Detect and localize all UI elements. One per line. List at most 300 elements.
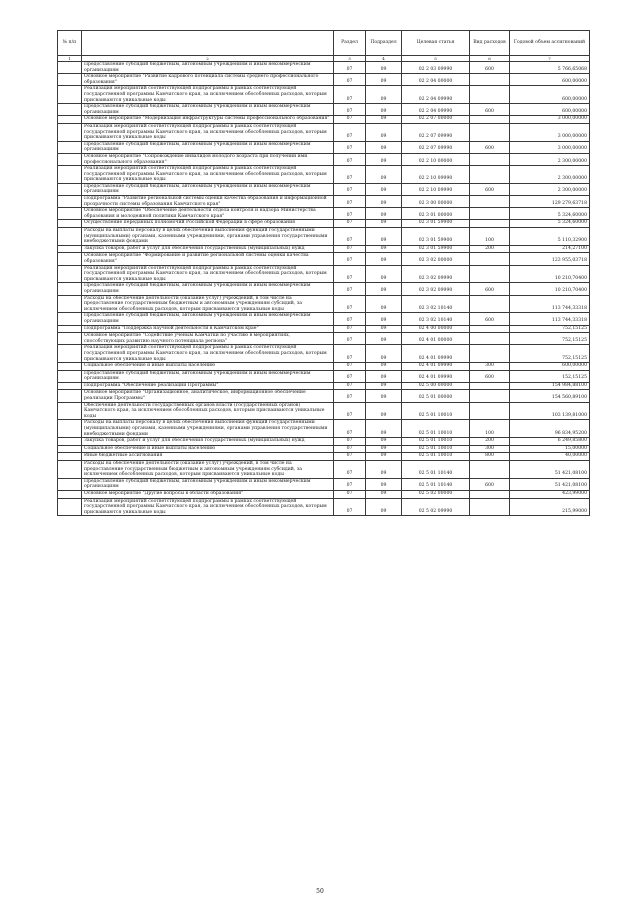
row-number-cell (58, 390, 82, 402)
expense-type-cell (470, 123, 510, 141)
column-number: 5 (402, 56, 470, 62)
header-cell-expense-type: Вид расходов (470, 31, 510, 56)
target-article-cell: 02 2 07 00000 (402, 116, 470, 124)
row-number-cell (58, 420, 82, 438)
column-number: 6 (470, 56, 510, 62)
table-row (58, 461, 590, 479)
page-number: 50 (316, 888, 324, 895)
target-article-cell: 02 5 00 00000 (402, 382, 470, 390)
row-name-cell: Предоставление субсидий бюджетным, автономным учреждениям и иным некоммерческим организациям (82, 62, 334, 74)
expense-type-cell (470, 295, 510, 313)
subsection-cell: 09 (366, 333, 402, 345)
expense-type-cell: 600 (470, 283, 510, 295)
row-number-cell (58, 370, 82, 382)
expense-type-cell: 600 (470, 104, 510, 116)
table-row (58, 438, 590, 446)
section-cell: 07 (334, 62, 366, 74)
target-article-cell: 02 2 07 09990 (402, 141, 470, 153)
table-row (58, 333, 590, 345)
table-row (58, 478, 590, 490)
row-number-cell (58, 116, 82, 124)
table-row (58, 228, 590, 246)
section-cell: 07 (334, 196, 366, 208)
expense-type-cell: 600 (470, 478, 510, 490)
table-row (58, 104, 590, 116)
section-cell: 07 (334, 166, 366, 184)
target-article-cell: 02 5 01 10010 (402, 438, 470, 446)
table-row (58, 382, 590, 390)
subsection-cell: 09 (366, 253, 402, 265)
expense-type-cell (470, 461, 510, 479)
row-name-cell: Расходы на обеспечение деятельности (оказание услуг) учреждений, в том числе на предоставление государственным бюджетным и автономным учреждениям субсидий, за исключением обособленных расходов, которым присваиваются уникальные коды (82, 461, 334, 479)
expense-type-cell (470, 498, 510, 516)
row-number-cell (58, 208, 82, 220)
row-number-cell (58, 295, 82, 313)
row-number-cell (58, 461, 82, 479)
amount-cell: 51 421,08100 (510, 461, 590, 479)
row-name-cell: Основное мероприятие "Другие вопросы в области образования" (82, 490, 334, 498)
subsection-cell: 09 (366, 228, 402, 246)
row-name-cell: Реализация мероприятий соответствующей подпрограммы в рамках соответствующей государственной программы Камчатского края, за исключением обособленных расходов, которым присваиваются уникальные коды (82, 265, 334, 283)
row-number-cell (58, 283, 82, 295)
expense-type-cell (470, 86, 510, 104)
subsection-cell: 09 (366, 123, 402, 141)
subsection-cell: 09 (366, 265, 402, 283)
row-name-cell: Иные бюджетные ассигнования (82, 453, 334, 461)
subsection-cell: 09 (366, 220, 402, 228)
target-article-cell: 02 2 04 09990 (402, 86, 470, 104)
row-number-cell (58, 265, 82, 283)
expense-type-cell: 100 (470, 420, 510, 438)
table-row (58, 183, 590, 195)
amount-cell: 15,00000 (510, 445, 590, 453)
target-article-cell: 02 5 01 10010 (402, 402, 470, 420)
table-row (58, 166, 590, 184)
row-number-cell (58, 498, 82, 516)
row-number-cell (58, 86, 82, 104)
amount-cell: 103 139,81000 (510, 402, 590, 420)
subsection-cell: 09 (366, 382, 402, 390)
row-name-cell: Предоставление субсидий бюджетным, автономным учреждениям и иным некоммерческим организациям (82, 104, 334, 116)
table-row (58, 153, 590, 165)
expense-type-cell: 200 (470, 438, 510, 446)
amount-cell: 5 766,65068 (510, 62, 590, 74)
row-number-cell (58, 141, 82, 153)
amount-cell: 752,15125 (510, 333, 590, 345)
amount-cell: 2 300,00000 (510, 153, 590, 165)
amount-cell: 600,00000 (510, 86, 590, 104)
target-article-cell: 02 5 01 10010 (402, 445, 470, 453)
section-cell: 07 (334, 453, 366, 461)
section-cell: 07 (334, 141, 366, 153)
target-article-cell: 02 2 10 00000 (402, 153, 470, 165)
target-article-cell: 02 4 01 09990 (402, 345, 470, 363)
expense-type-cell (470, 382, 510, 390)
section-cell: 07 (334, 478, 366, 490)
section-cell: 07 (334, 498, 366, 516)
target-article-cell: 02 2 10 09990 (402, 166, 470, 184)
amount-cell: 154 984,88100 (510, 382, 590, 390)
row-name-cell: Подпрограмма "Поддержка научной деятельности в Камчатском крае" (82, 325, 334, 333)
row-number-cell (58, 123, 82, 141)
expense-type-cell: 600 (470, 313, 510, 325)
row-name-cell: Предоставление субсидий бюджетным, автономным учреждениям и иным некоммерческим организациям (82, 478, 334, 490)
section-cell: 07 (334, 295, 366, 313)
row-number-cell (58, 253, 82, 265)
table-row (58, 445, 590, 453)
budget-allocation-table (57, 30, 590, 516)
table-row (58, 390, 590, 402)
subsection-cell: 09 (366, 295, 402, 313)
header-cell-section: Раздел (334, 31, 366, 56)
subsection-cell: 09 (366, 313, 402, 325)
table-body (58, 62, 590, 516)
target-article-cell: 02 2 04 09990 (402, 104, 470, 116)
subsection-cell: 09 (366, 490, 402, 498)
table-row (58, 123, 590, 141)
column-number: 7 (510, 56, 590, 62)
section-cell: 07 (334, 490, 366, 498)
expense-type-cell (470, 74, 510, 86)
section-cell: 07 (334, 123, 366, 141)
table-row (58, 325, 590, 333)
table-row (58, 208, 590, 220)
subsection-cell: 09 (366, 390, 402, 402)
table-row (58, 490, 590, 498)
table-row (58, 265, 590, 283)
amount-cell: 752,15125 (510, 345, 590, 363)
amount-cell: 40,00000 (510, 453, 590, 461)
table-row (58, 220, 590, 228)
row-name-cell: Основное мероприятие "Сопровождение инвалидов молодого возраста при получении ими профессионального образования" (82, 153, 334, 165)
subsection-cell: 09 (366, 196, 402, 208)
subsection-cell: 09 (366, 438, 402, 446)
section-cell: 07 (334, 208, 366, 220)
row-number-cell (58, 228, 82, 246)
expense-type-cell: 600 (470, 370, 510, 382)
expense-type-cell: 100 (470, 228, 510, 246)
amount-cell: 2 300,00000 (510, 166, 590, 184)
amount-cell: 10 210,70400 (510, 283, 590, 295)
header-cell-name (82, 31, 334, 56)
target-article-cell: 02 2 10 09990 (402, 183, 470, 195)
row-number-cell (58, 74, 82, 86)
row-number-cell (58, 333, 82, 345)
table-row (58, 453, 590, 461)
expense-type-cell (470, 208, 510, 220)
table-row (58, 74, 590, 86)
row-number-cell (58, 325, 82, 333)
budget-table-sheet (57, 30, 589, 516)
column-number: 2 (82, 56, 334, 62)
amount-cell: 129 279,63718 (510, 196, 590, 208)
section-cell: 07 (334, 265, 366, 283)
expense-type-cell: 800 (470, 453, 510, 461)
subsection-cell: 09 (366, 498, 402, 516)
section-cell: 07 (334, 420, 366, 438)
row-number-cell (58, 313, 82, 325)
row-number-cell (58, 382, 82, 390)
expense-type-cell (470, 196, 510, 208)
amount-cell: 600,00000 (510, 363, 590, 371)
row-name-cell: Подпрограмма "Обеспечение реализации Программы" (82, 382, 334, 390)
expense-type-cell: 200 (470, 245, 510, 253)
amount-cell: 600,00000 (510, 104, 590, 116)
subsection-cell: 09 (366, 478, 402, 490)
subsection-cell: 09 (366, 461, 402, 479)
row-name-cell: Осуществление переданных полномочий Российской Федерации в сфере образования (82, 220, 334, 228)
table-row (58, 253, 590, 265)
section-cell: 07 (334, 228, 366, 246)
row-name-cell: Предоставление субсидий бюджетным, автономным учреждениям и иным некоммерческим организациям (82, 283, 334, 295)
target-article-cell: 02 3 01 59900 (402, 228, 470, 246)
target-article-cell: 02 3 02 10140 (402, 313, 470, 325)
target-article-cell: 02 4 00 00000 (402, 325, 470, 333)
target-article-cell: 02 3 01 59900 (402, 220, 470, 228)
table-row (58, 116, 590, 124)
subsection-cell: 09 (366, 183, 402, 195)
row-number-cell (58, 453, 82, 461)
table-row (58, 141, 590, 153)
expense-type-cell: 600 (470, 62, 510, 74)
row-number-cell (58, 402, 82, 420)
row-name-cell: Расходы на выплаты персоналу в целях обеспечения выполнения функций государственными (муниципальными) органами, казенными учреждениями, органами управления государственными внебюджетными фондами (82, 420, 334, 438)
expense-type-cell: 600 (470, 141, 510, 153)
section-cell: 07 (334, 390, 366, 402)
subsection-cell: 09 (366, 166, 402, 184)
row-name-cell: Предоставление субсидий бюджетным, автономным учреждениям и иным некоммерческим организациям (82, 370, 334, 382)
header-cell-target-article: Целевая статья (402, 31, 470, 56)
amount-cell: 6 249,85800 (510, 438, 590, 446)
section-cell: 07 (334, 402, 366, 420)
subsection-cell: 09 (366, 345, 402, 363)
row-number-cell (58, 183, 82, 195)
section-cell: 07 (334, 382, 366, 390)
amount-cell: 10 210,70400 (510, 265, 590, 283)
amount-cell: 5 324,60000 (510, 220, 590, 228)
target-article-cell: 02 5 01 10010 (402, 453, 470, 461)
subsection-cell: 09 (366, 153, 402, 165)
row-name-cell: Реализация мероприятий соответствующей подпрограммы в рамках соответствующей государственной программы Камчатского края, за исключением обособленных расходов, которым присваиваются уникальные коды (82, 123, 334, 141)
target-article-cell: 02 4 01 09990 (402, 363, 470, 371)
amount-cell: 154 560,89100 (510, 390, 590, 402)
row-name-cell: Реализация мероприятий соответствующей подпрограммы в рамках соответствующей государственной программы Камчатского края, за исключением обособленных расходов, которым присваиваются уникальные коды (82, 498, 334, 516)
section-cell: 07 (334, 220, 366, 228)
expense-type-cell (470, 265, 510, 283)
row-name-cell: Основное мероприятие "Модернизация инфраструктуры системы профессионального образования" (82, 116, 334, 124)
expense-type-cell: 600 (470, 183, 510, 195)
row-name-cell: Закупка товаров, работ и услуг для обеспечения государственных (муниципальных) нужд (82, 245, 334, 253)
table-row (58, 196, 590, 208)
expense-type-cell: 300 (470, 445, 510, 453)
table-row (58, 245, 590, 253)
subsection-cell: 09 (366, 402, 402, 420)
table-row (58, 345, 590, 363)
subsection-cell: 09 (366, 62, 402, 74)
row-name-cell: Реализация мероприятий соответствующей подпрограммы в рамках соответствующей государственной программы Камчатского края, за исключением обособленных расходов, которым присваиваются уникальные коды (82, 86, 334, 104)
row-name-cell: Предоставление субсидий бюджетным, автономным учреждениям и иным некоммерческим организациям (82, 183, 334, 195)
subsection-cell: 09 (366, 325, 402, 333)
amount-cell: 5 324,60000 (510, 208, 590, 220)
target-article-cell: 02 5 01 10010 (402, 420, 470, 438)
row-name-cell: Расходы на обеспечение деятельности (оказание услуг) учреждений, в том числе на предоставление государственным бюджетным и автономным учреждениям субсидий, за исключением обособленных расходов, которым присваиваются уникальные коды (82, 295, 334, 313)
amount-cell: 123 955,03718 (510, 253, 590, 265)
expense-type-cell (470, 253, 510, 265)
row-name-cell: Реализация мероприятий соответствующей подпрограммы в рамках соответствующей государственной программы Камчатского края, за исключением обособленных расходов, которым присваиваются уникальные коды (82, 345, 334, 363)
target-article-cell: 02 4 01 00000 (402, 333, 470, 345)
section-cell: 07 (334, 183, 366, 195)
target-article-cell: 02 5 02 00000 (402, 490, 470, 498)
expense-type-cell (470, 325, 510, 333)
header-cell-subsection: Подраздел (366, 31, 402, 56)
amount-cell: 152,15125 (510, 370, 590, 382)
row-number-cell (58, 62, 82, 74)
amount-cell: 423,99000 (510, 490, 590, 498)
target-article-cell: 02 5 01 10140 (402, 478, 470, 490)
section-cell: 07 (334, 86, 366, 104)
target-article-cell: 02 3 02 09990 (402, 265, 470, 283)
subsection-cell: 09 (366, 420, 402, 438)
row-name-cell: Обеспечение деятельности государственных органов власти (государственных органов) Камчатского края, за исключением обособленных расходов, которым присваиваются уникальные коды (82, 402, 334, 420)
expense-type-cell (470, 333, 510, 345)
amount-cell: 215,99000 (510, 498, 590, 516)
amount-cell: 113 744,33318 (510, 295, 590, 313)
row-name-cell: Социальное обеспечение и иные выплаты населению (82, 445, 334, 453)
section-cell: 07 (334, 445, 366, 453)
target-article-cell: 02 5 02 09990 (402, 498, 470, 516)
row-number-cell (58, 166, 82, 184)
expense-type-cell (470, 166, 510, 184)
amount-cell: 3 000,00000 (510, 116, 590, 124)
expense-type-cell: 300 (470, 363, 510, 371)
row-number-cell (58, 245, 82, 253)
row-name-cell: Предоставление субсидий бюджетным, автономным учреждениям и иным некоммерческим организациям (82, 141, 334, 153)
subsection-cell: 09 (366, 104, 402, 116)
subsection-cell: 09 (366, 370, 402, 382)
amount-cell: 113 744,33318 (510, 313, 590, 325)
row-name-cell: Основное мероприятие "Обеспечение деятельности отдела контроля и надзора Министерства образования и молодежной политики Камчатского края" (82, 208, 334, 220)
amount-cell: 96 834,95200 (510, 420, 590, 438)
table-row (58, 62, 590, 74)
row-number-cell (58, 445, 82, 453)
expense-type-cell (470, 390, 510, 402)
amount-cell: 5 110,32900 (510, 228, 590, 246)
table-row (58, 295, 590, 313)
target-article-cell: 02 2 04 00000 (402, 74, 470, 86)
target-article-cell: 02 3 01 59900 (402, 245, 470, 253)
subsection-cell: 09 (366, 74, 402, 86)
table-row (58, 313, 590, 325)
section-cell: 07 (334, 333, 366, 345)
row-name-cell: Основное мероприятие "Содействие ученым Камчатки по участию в мероприятиях, способствующих развитию научного потенциала региона" (82, 333, 334, 345)
section-cell: 07 (334, 104, 366, 116)
column-number: 1 (58, 56, 82, 62)
header-row (58, 31, 590, 56)
header-cell-annual-amount: Годовой объем ассигнований (510, 31, 590, 56)
subsection-cell: 09 (366, 445, 402, 453)
row-number-cell (58, 363, 82, 371)
expense-type-cell (470, 345, 510, 363)
row-name-cell: Предоставление субсидий бюджетным, автономным учреждениям и иным некоммерческим организациям (82, 313, 334, 325)
row-number-cell (58, 153, 82, 165)
subsection-cell: 09 (366, 283, 402, 295)
row-name-cell: Основное мероприятие "Развитие кадрового потенциала системы среднего профессионального образования" (82, 74, 334, 86)
subsection-cell: 09 (366, 245, 402, 253)
section-cell: 07 (334, 253, 366, 265)
target-article-cell: 02 5 01 00000 (402, 390, 470, 402)
table-row (58, 363, 590, 371)
target-article-cell: 02 2 07 09990 (402, 123, 470, 141)
column-number: 4 (366, 56, 402, 62)
column-number: 3 (334, 56, 366, 62)
row-name-cell: Основное мероприятие "Формирование и развитие региональной системы оценки качества образования" (82, 253, 334, 265)
target-article-cell: 02 3 02 09990 (402, 283, 470, 295)
target-article-cell: 02 5 01 10140 (402, 461, 470, 479)
subsection-cell: 09 (366, 363, 402, 371)
table-row (58, 283, 590, 295)
section-cell: 07 (334, 325, 366, 333)
amount-cell: 2 300,00000 (510, 183, 590, 195)
expense-type-cell (470, 490, 510, 498)
amount-cell: 752,15125 (510, 325, 590, 333)
row-number-cell (58, 490, 82, 498)
section-cell: 07 (334, 313, 366, 325)
row-number-cell (58, 438, 82, 446)
expense-type-cell (470, 402, 510, 420)
amount-cell: 214,27100 (510, 245, 590, 253)
row-name-cell: Социальное обеспечение и иные выплаты населению (82, 363, 334, 371)
row-number-cell (58, 196, 82, 208)
expense-type-cell (470, 153, 510, 165)
table-row (58, 86, 590, 104)
amount-cell: 51 421,08100 (510, 478, 590, 490)
target-article-cell: 02 3 01 00000 (402, 208, 470, 220)
amount-cell: 3 000,00000 (510, 141, 590, 153)
target-article-cell: 02 4 01 09990 (402, 370, 470, 382)
target-article-cell: 02 3 00 00000 (402, 196, 470, 208)
row-number-cell (58, 345, 82, 363)
row-number-cell (58, 478, 82, 490)
row-name-cell: Основное мероприятие "Организационное, аналитическое, информационное обеспечение реализации Программы" (82, 390, 334, 402)
subsection-cell: 09 (366, 116, 402, 124)
header-cell-number: № п/п (58, 31, 82, 56)
section-cell: 07 (334, 370, 366, 382)
target-article-cell: 02 2 03 09990 (402, 62, 470, 74)
row-name-cell: Расходы на выплаты персоналу в целях обеспечения выполнения функций государственными (муниципальными) органами, казенными учреждениями, органами управления государственными внебюджетными фондами (82, 228, 334, 246)
section-cell: 07 (334, 438, 366, 446)
table-row (58, 370, 590, 382)
section-cell: 07 (334, 74, 366, 86)
section-cell: 07 (334, 116, 366, 124)
row-name-cell: Подпрограмма "Развитие региональной системы оценки качества образования и информационной прозрачности системы образования Камчатского края" (82, 196, 334, 208)
row-name-cell: Реализация мероприятий соответствующей подпрограммы в рамках соответствующей государственной программы Камчатского края, за исключением обособленных расходов, которым присваиваются уникальные коды (82, 166, 334, 184)
amount-cell: 600,00000 (510, 74, 590, 86)
expense-type-cell (470, 116, 510, 124)
table-row (58, 402, 590, 420)
table-row (58, 420, 590, 438)
subsection-cell: 09 (366, 208, 402, 220)
section-cell: 07 (334, 245, 366, 253)
section-cell: 07 (334, 363, 366, 371)
amount-cell: 3 000,00000 (510, 123, 590, 141)
row-name-cell: Закупка товаров, работ и услуг для обеспечения государственных (муниципальных) нужд (82, 438, 334, 446)
subsection-cell: 09 (366, 453, 402, 461)
expense-type-cell (470, 220, 510, 228)
target-article-cell: 02 3 02 10140 (402, 295, 470, 313)
table-row (58, 498, 590, 516)
section-cell: 07 (334, 461, 366, 479)
section-cell: 07 (334, 283, 366, 295)
